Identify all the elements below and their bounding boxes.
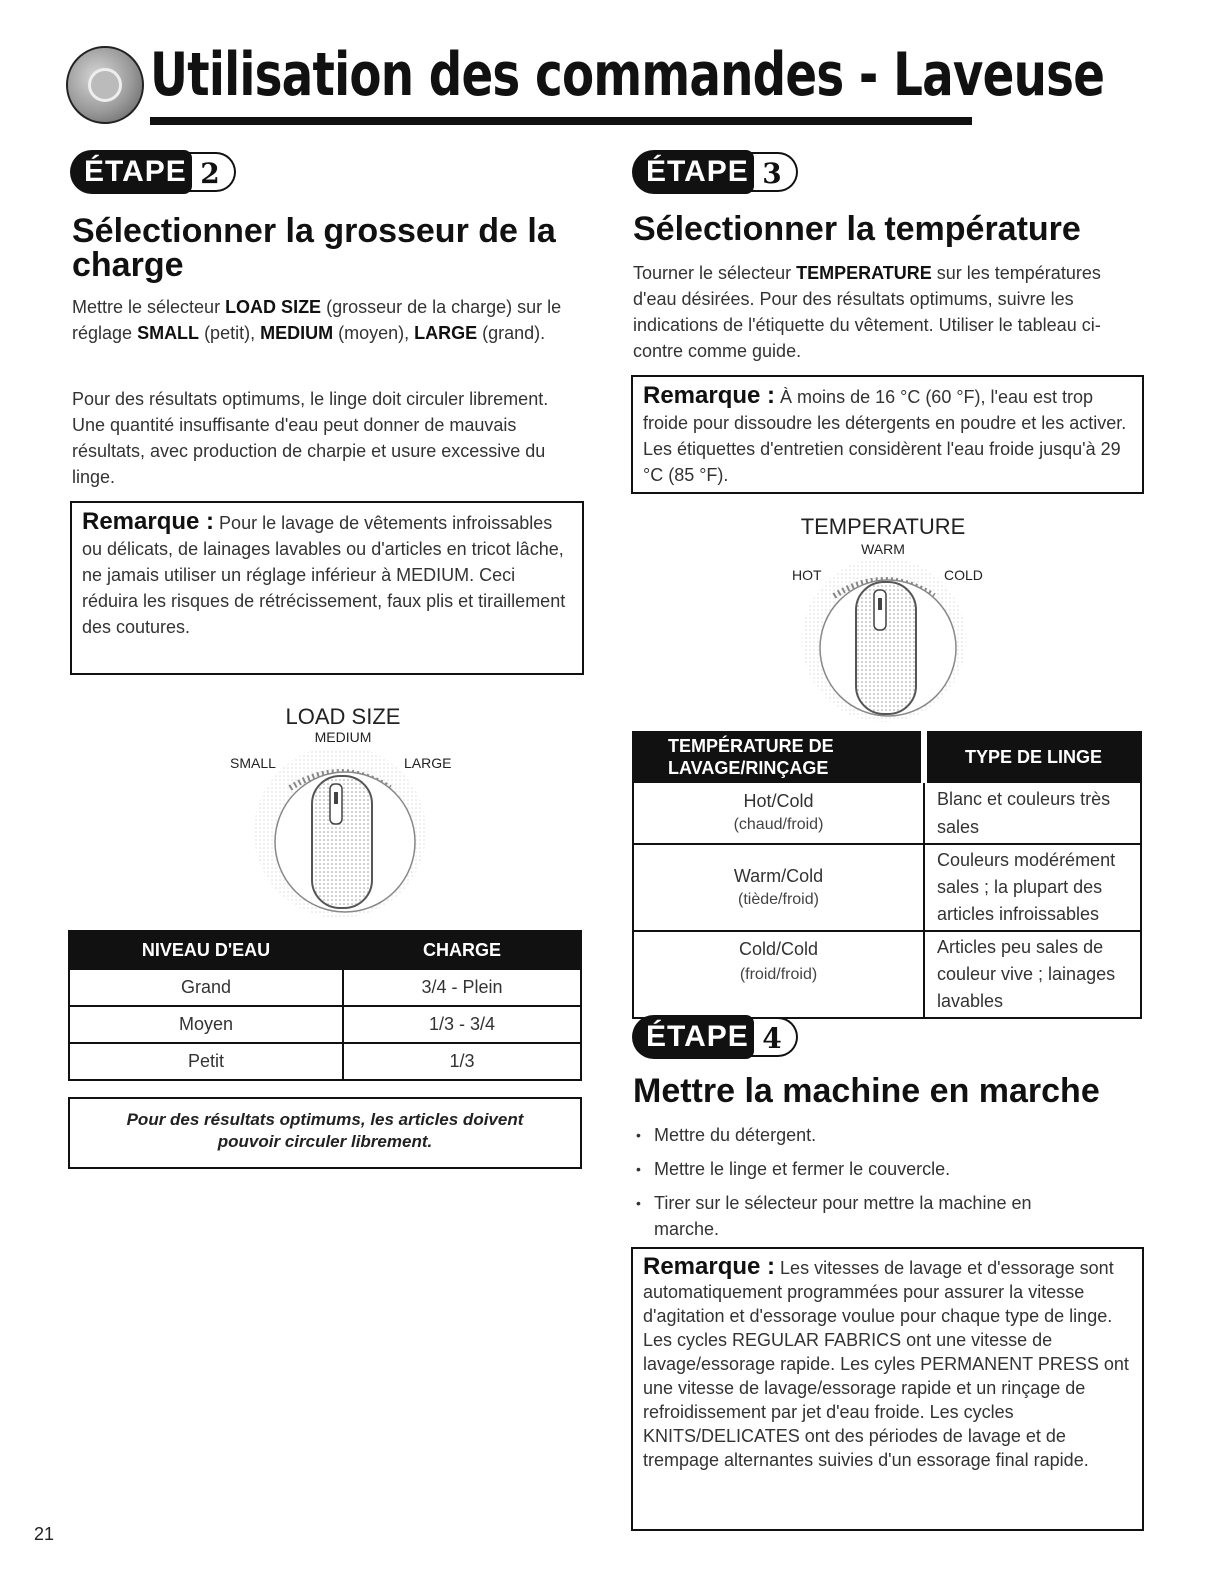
header-charge: CHARGE [343, 931, 581, 969]
step-3-paragraph: Tourner le sélecteur TEMPERATURE sur les températures d'eau désirées. Pour des résultats optimums, suivre les indications de l'étiquette du vêtement. Utiliser le tableau ci-contre comme guide. [633, 263, 1101, 361]
page-title: Utilisation des commandes - Laveuse [150, 40, 1105, 110]
dial-label-hot: HOT [792, 567, 822, 583]
step-4-note: Remarque : Les vitesses de lavage et d'essorage sont automatiquement programmées pour assurer la vitesse d'agitation et d'essorage voulue pour chaque type de linge. Les cycles REGULAR FABRICS ont une vitesse de lavage/essorage rapide. Les cyles PERMANENT PRESS ont une vitesse de lavage/essorage rapide et un rinçage de refroidissement par jet d'eau froide. Les cycles KNITS/DELICATES ont des périodes de lavage et de trempage alternantes suivies d'un essorage final rapide. [631, 1247, 1144, 1531]
page-number: 21 [34, 1524, 55, 1544]
table-row: Cold/Cold (froid/froid) Articles peu sales de couleur vive ; lainages lavables [633, 931, 1141, 1018]
step-4-list [634, 1122, 1094, 1250]
table-row: Moyen 1/3 - 3/4 [69, 1006, 581, 1043]
header-water-level: NIVEAU D'EAU [69, 931, 343, 969]
water-level-table [68, 930, 582, 1081]
table-row: Petit 1/3 [69, 1043, 581, 1080]
header-temperature: TEMPÉRATURE DE LAVAGE/RINÇAGE [633, 732, 924, 782]
note-lead: Remarque : [82, 508, 215, 535]
step-number: 2 [186, 152, 236, 192]
temperature-table [632, 731, 1142, 1019]
dial-logo-icon [66, 46, 144, 124]
table-row: Warm/Cold (tiède/froid) Couleurs modérément sales ; la plupart des articles infroissables [633, 844, 1141, 931]
step-label: ÉTAPE [632, 1015, 754, 1059]
dial-label-warm: WARM [861, 541, 905, 557]
step-4-badge [632, 1015, 802, 1059]
title-rule [150, 117, 972, 125]
list-item: • Mettre du détergent. [634, 1122, 1094, 1148]
step-number: 3 [748, 152, 798, 192]
temperature-knob-icon [792, 560, 982, 730]
list-item: • Mettre le linge et fermer le couvercle. [634, 1156, 1094, 1182]
step-label: ÉTAPE [70, 150, 192, 194]
step-number: 4 [748, 1017, 798, 1057]
note-lead: Remarque : [643, 1253, 776, 1280]
dial-label-cold: COLD [944, 567, 983, 583]
temperature-dial-title: TEMPERATURE [800, 514, 966, 539]
dial-label-medium: MEDIUM [314, 729, 372, 745]
header-type: TYPE DE LINGE [924, 732, 1141, 782]
step-2-badge [70, 150, 240, 194]
step-2-paragraph-1: Mettre le sélecteur LOAD SIZE (grosseur de la charge) sur le réglage SMALL (petit), MEDIUM (moyen), LARGE (grand). [72, 297, 562, 343]
load-size-dial-title: LOAD SIZE [285, 704, 401, 729]
step-label: ÉTAPE [632, 150, 754, 194]
dial-label-small: SMALL [230, 755, 276, 771]
table-row: Hot/Cold (chaud/froid) Blanc et couleurs très sales [633, 782, 1141, 844]
table-row: Grand 3/4 - Plein [69, 969, 581, 1006]
list-item: • Tirer sur le sélecteur pour mettre la machine en marche. [634, 1190, 1094, 1242]
note-lead: Remarque : [643, 382, 776, 409]
step-3-badge [632, 150, 802, 194]
step-3-note: Remarque : À moins de 16 °C (60 °F), l'eau est trop froide pour dissoudre les détergents en poudre et les activer. Les étiquettes d'entretien considèrent l'eau froide jusqu'à 29 °C (85 °F). [631, 375, 1144, 494]
step-2-paragraph-2: Pour des résultats optimums, le linge doit circuler librement. Une quantité insuffisante d'eau peut donner de mauvais résultats, avec production de charpie et usure excessive du linge. [72, 389, 549, 487]
load-size-knob-icon [250, 750, 440, 930]
step-4-title: Mettre la machine en marche [633, 1072, 1100, 1110]
step-2-note: Remarque : Pour le lavage de vêtements infroissables ou délicats, de lainages lavables ou d'articles en tricot lâche, ne jamais utiliser un réglage inférieur à MEDIUM. Ceci réduira les risques de rétrécissement, faux plis et tiraillement des coutures. [70, 501, 584, 675]
tip-box: Pour des résultats optimums, les articles doivent pouvoir circuler librement. [68, 1097, 582, 1169]
dial-label-large: LARGE [404, 755, 452, 771]
step-3-title: Sélectionner la température [633, 210, 1081, 248]
step-2-title: Sélectionner la grosseur de la charge [72, 212, 556, 284]
